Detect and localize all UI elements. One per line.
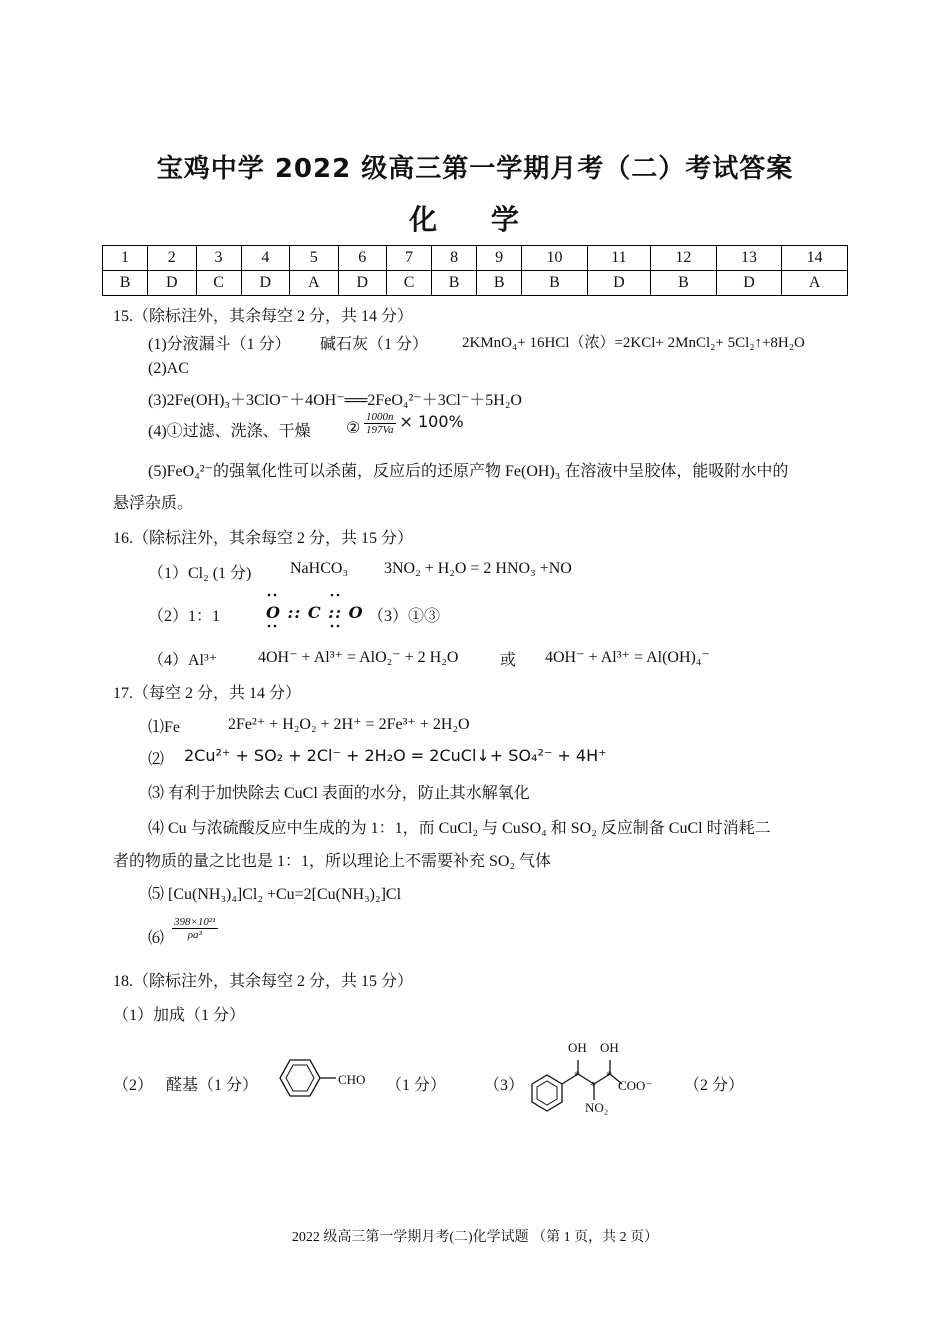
- q15-part5-line2: 悬浮杂质。: [113, 495, 194, 512]
- q16-part3: （3）①③: [368, 608, 441, 625]
- q17-fraction-numerator: 398×10²¹: [174, 916, 216, 928]
- answer-table-answer-cell: B: [432, 271, 477, 296]
- benzaldehyde-structure-icon: [278, 1056, 338, 1104]
- chiral-star-3: *: [606, 1068, 612, 1082]
- q15-fraction-denominator: 197Va: [366, 424, 394, 436]
- q17-part2-a: ⑵: [148, 751, 165, 768]
- q17-part6-fraction: [172, 916, 218, 941]
- q18-part3-a: （3）: [484, 1077, 525, 1094]
- answer-table-answer-cell: B: [522, 271, 588, 296]
- answer-table-number-cell: 14: [782, 246, 848, 271]
- answer-table-answer-cell: D: [587, 271, 650, 296]
- no2-label: NO₂: [585, 1100, 609, 1115]
- q15-part3: (3)2Fe(OH)₃＋3ClO⁻＋4OH⁻══2FeO₄²⁻＋3Cl⁻＋5H₂O: [148, 392, 522, 409]
- q15-part4-a: (4)①过滤、洗涤、干燥: [148, 423, 311, 440]
- q16-part1-c: 3NO₂ + H₂O = 2 HNO₃ +NO: [384, 560, 572, 577]
- q18-part2-c: （1 分）: [386, 1077, 447, 1094]
- answer-table: [102, 245, 848, 296]
- q15-fraction-percent: × 100%: [399, 412, 464, 432]
- q15-part4-fraction: [364, 411, 464, 436]
- answer-table-number-cell: 11: [587, 246, 650, 271]
- q16-heading: 16.（除标注外，其余每空 2 分，共 15 分）: [113, 530, 414, 547]
- answer-table-answer-cell: A: [782, 271, 848, 296]
- answer-table-number-cell: 4: [241, 246, 289, 271]
- q15-part4-b: ②: [346, 420, 361, 437]
- q16-part1-b: NaHCO₃: [290, 560, 349, 577]
- q15-part1-c: 2KMnO₄+ 16HCl（浓）=2KCl+ 2MnCl₂+ 5Cl₂↑+8H₂O: [462, 335, 805, 351]
- answer-table-number-cell: 13: [716, 246, 782, 271]
- q15-heading: 15.（除标注外，其余每空 2 分，共 14 分）: [113, 308, 414, 325]
- answer-table-answer-cell: D: [148, 271, 196, 296]
- q15-part1-b: 碱石灰（1 分）: [320, 336, 429, 353]
- answer-table-answer-cell: B: [477, 271, 522, 296]
- q17-part4-line1: ⑷ Cu 与浓硫酸反应中生成的为 1：1，而 CuCl₂ 与 CuSO₄ 和 SO₂ 反应制备 CuCl 时消耗二: [148, 820, 771, 837]
- q17-part6-a: ⑹: [148, 930, 165, 947]
- coo-label: COO⁻: [618, 1078, 653, 1093]
- page-footer: 2022 级高三第一学期月考(二)化学试题 （第 1 页，共 2 页）: [291, 1230, 659, 1245]
- q17-part1-b: 2Fe²⁺ + H₂O₂ + 2H⁺ = 2Fe³⁺ + 2H₂O: [228, 716, 470, 733]
- q17-part2-b: 2Cu²⁺ + SO₂ + 2Cl⁻ + 2H₂O = 2CuCl↓+ SO₄²⁻ + 4H⁺: [184, 746, 607, 765]
- q17-fraction-denominator: ρa³: [187, 929, 202, 941]
- oh-label-1: OH: [568, 1040, 587, 1055]
- q18-part1: （1）加成（1 分）: [113, 1007, 246, 1024]
- cho-label: CHO: [338, 1072, 366, 1087]
- answer-table-number-cell: 7: [387, 246, 432, 271]
- answer-table-answer-cell: D: [338, 271, 386, 296]
- answer-table-number-cell: 6: [338, 246, 386, 271]
- q16-part4-or: 或: [500, 652, 517, 669]
- q16-part4-d: 4OH⁻ + Al³⁺ = Al(OH)₄⁻: [545, 649, 710, 666]
- q15-part2: (2)AC: [148, 360, 189, 377]
- subject-title: 化 学: [409, 203, 541, 236]
- answer-table-number-cell: 12: [651, 246, 717, 271]
- answer-table-number-cell: 8: [432, 246, 477, 271]
- answer-table-number-cell: 10: [522, 246, 588, 271]
- q16-part4-b: 4OH⁻ + Al³⁺ = AlO₂⁻ + 2 H₂O: [258, 649, 459, 666]
- answer-table-answer-cell: B: [103, 271, 148, 296]
- answer-table-number-cell: 3: [196, 246, 241, 271]
- q18-heading: 18.（除标注外，其余每空 2 分，共 15 分）: [113, 973, 414, 990]
- q16-part1-a: （1）Cl₂ (1 分): [148, 565, 252, 582]
- answer-table-number-cell: 1: [103, 246, 148, 271]
- q17-part1-a: ⑴Fe: [148, 719, 181, 736]
- q18-part2-a: （2）: [113, 1077, 154, 1094]
- co2-lewis-text: O :: C :: O: [266, 603, 364, 622]
- answer-table-answer-cell: B: [651, 271, 717, 296]
- answer-table-number-cell: 5: [290, 246, 338, 271]
- answer-table-number-row: [103, 246, 848, 271]
- q17-part5: ⑸ [Cu(NH₃)₄]Cl₂ +Cu=2[Cu(NH₃)₂]Cl: [148, 886, 402, 903]
- answer-table-answer-row: [103, 271, 848, 296]
- answer-table-answer-cell: C: [387, 271, 432, 296]
- q15-fraction-numerator: 1000n: [366, 411, 394, 423]
- page-title: 宝鸡中学 2022 级高三第一学期月考（二）考试答案: [156, 154, 794, 184]
- q17-part3: ⑶ 有利于加快除去 CuCl 表面的水分，防止其水解氧化: [148, 785, 530, 802]
- answer-table-answer-cell: D: [241, 271, 289, 296]
- q18-part2-b: 醛基（1 分）: [166, 1077, 259, 1094]
- q16-part4-a: （4）Al³⁺: [148, 652, 218, 669]
- q15-part5-line1: (5)FeO₄²⁻的强氧化性可以杀菌，反应后的还原产物 Fe(OH)₃ 在溶液中呈胶体，能吸附水中的: [148, 463, 789, 480]
- answer-table-answer-cell: A: [290, 271, 338, 296]
- chiral-star-1: *: [574, 1068, 580, 1082]
- answer-table-answer-cell: D: [716, 271, 782, 296]
- answer-table-number-cell: 9: [477, 246, 522, 271]
- lewis-dots-icon: [262, 592, 352, 632]
- q17-heading: 17.（每空 2 分，共 14 分）: [113, 685, 302, 702]
- oh-label-2: OH: [600, 1040, 619, 1055]
- chiral-star-2: *: [590, 1078, 596, 1092]
- q17-part4-line2: 者的物质的量之比也是 1：1，所以理论上不需要补充 SO₂ 气体: [113, 853, 552, 870]
- q16-part2-a: （2）1：1: [148, 608, 221, 625]
- q15-part1-a: (1)分液漏斗（1 分）: [148, 336, 291, 353]
- answer-table-answer-cell: C: [196, 271, 241, 296]
- answer-table-number-cell: 2: [148, 246, 196, 271]
- q18-part3-b: （2 分）: [684, 1077, 745, 1094]
